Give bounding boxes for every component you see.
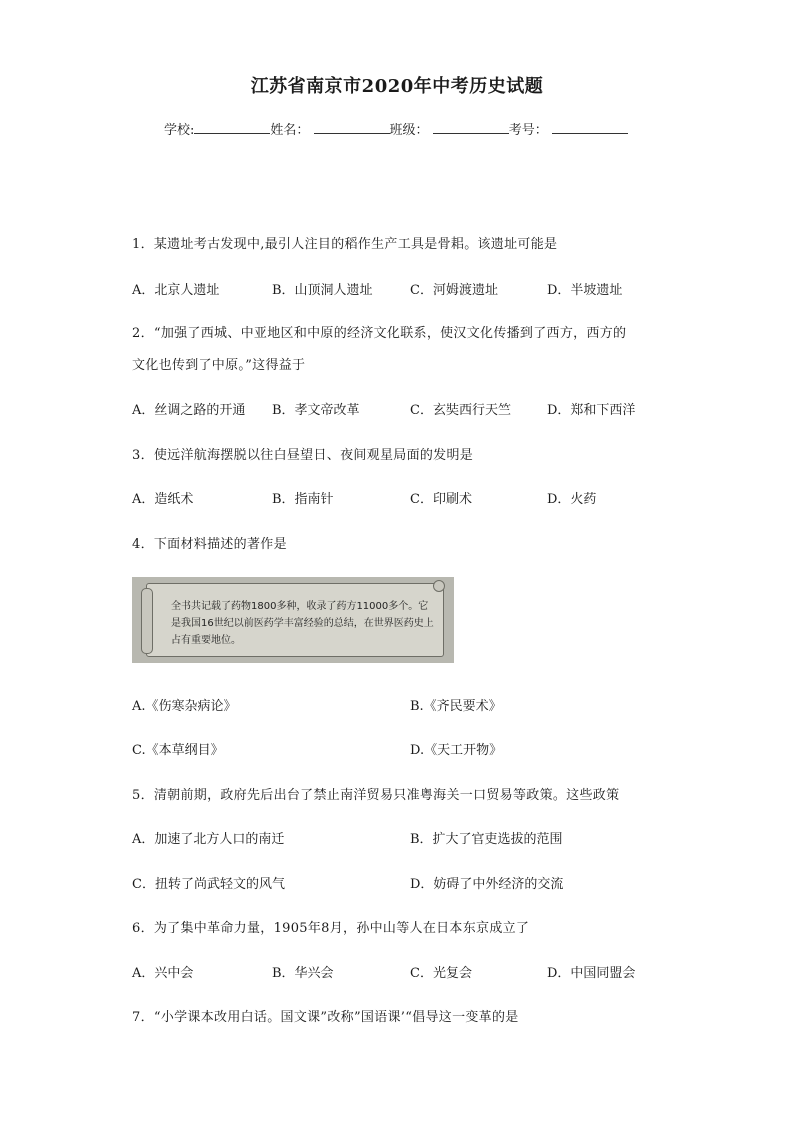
- q4-option-c: C.《本草纲目》: [132, 743, 224, 758]
- q1-option-b: B．山顶洞人遗址: [272, 283, 373, 298]
- q4-option-a: A.《伤寒杂病论》: [132, 699, 237, 714]
- scroll-curl-right: [433, 580, 445, 592]
- excerpt-text: 全书共记载了药物1800多种，收录了药方11000多个。它是我国16世纪以前医药学丰富经验的总结，在世界医药史上占有重要地位。: [171, 601, 434, 646]
- class-label: 班级：: [389, 123, 429, 138]
- exam-no-label: 考号：: [508, 123, 548, 138]
- question-6-stem: 6．为了集中革命力量，1905年8月，孙中山等人在日本东京成立了: [132, 921, 530, 936]
- q6-option-c: C．光复会: [410, 966, 472, 981]
- exam-title: 江苏省南京市2020年中考历史试题: [250, 76, 544, 97]
- q5-option-d: D．妨碍了中外经济的交流: [410, 877, 564, 892]
- scroll-curl-left: [141, 588, 153, 654]
- question-2-stem-line1: 2．“加强了西城、中亚地区和中原的经济文化联系，使汉文化传播到了西方，西方的: [132, 326, 627, 341]
- question-5-stem: 5．清朝前期，政府先后出台了禁止南洋贸易只准粤海关一口贸易等政策。这些政策: [132, 788, 620, 803]
- q5-option-a: A．加速了北方人口的南迁: [132, 832, 285, 847]
- q2-option-b: B．孝文帝改革: [272, 403, 360, 418]
- q3-option-d: D．火药: [547, 492, 597, 507]
- exam-no-blank: [552, 121, 628, 134]
- q3-option-b: B．指南针: [272, 492, 334, 507]
- q1-option-a: A．北京人遗址: [132, 283, 220, 298]
- q2-option-c: C．玄奘西行天竺: [410, 403, 511, 418]
- q4-option-b: B.《齐民要术》: [410, 699, 502, 714]
- school-blank: [194, 121, 270, 134]
- q1-option-d: D．半坡遗址: [547, 283, 623, 298]
- q3-option-a: A．造纸术: [132, 492, 194, 507]
- question-1-stem: 1．某遗址考古发现中,最引人注目的稻作生产工具是骨耜。该遗址可能是: [132, 237, 558, 252]
- name-label: 姓名：: [270, 123, 310, 138]
- q6-option-a: A．兴中会: [132, 966, 194, 981]
- q2-option-a: A．丝调之路的开通: [132, 403, 246, 418]
- school-label: 学校:: [164, 123, 195, 138]
- question-4-stem: 4．下面材料描述的著作是: [132, 537, 287, 552]
- scroll-frame: [146, 583, 444, 657]
- material-excerpt-image: [132, 577, 454, 663]
- q6-option-d: D．中国同盟会: [547, 966, 636, 981]
- q2-option-d: D．郑和下西洋: [547, 403, 636, 418]
- q4-option-d: D.《天工开物》: [410, 743, 503, 758]
- q6-option-b: B．华兴会: [272, 966, 334, 981]
- name-blank: [314, 121, 390, 134]
- question-7-stem: 7．“小学课本改用白话。国文课”改称”国语课’“倡导这一变革的是: [132, 1010, 519, 1025]
- question-2-stem-line2: 文化也传到了中原。”这得益于: [132, 358, 306, 373]
- q5-option-c: C．扭转了尚武轻文的风气: [132, 877, 285, 892]
- class-blank: [433, 121, 509, 134]
- q3-option-c: C．印刷术: [410, 492, 472, 507]
- student-info-row: [164, 119, 628, 138]
- question-3-stem: 3．使远洋航海摆脱以往白昼望日、夜间观星局面的发明是: [132, 448, 474, 463]
- q1-option-c: C．河姆渡遗址: [410, 283, 498, 298]
- q5-option-b: B．扩大了官吏选拔的范围: [410, 832, 563, 847]
